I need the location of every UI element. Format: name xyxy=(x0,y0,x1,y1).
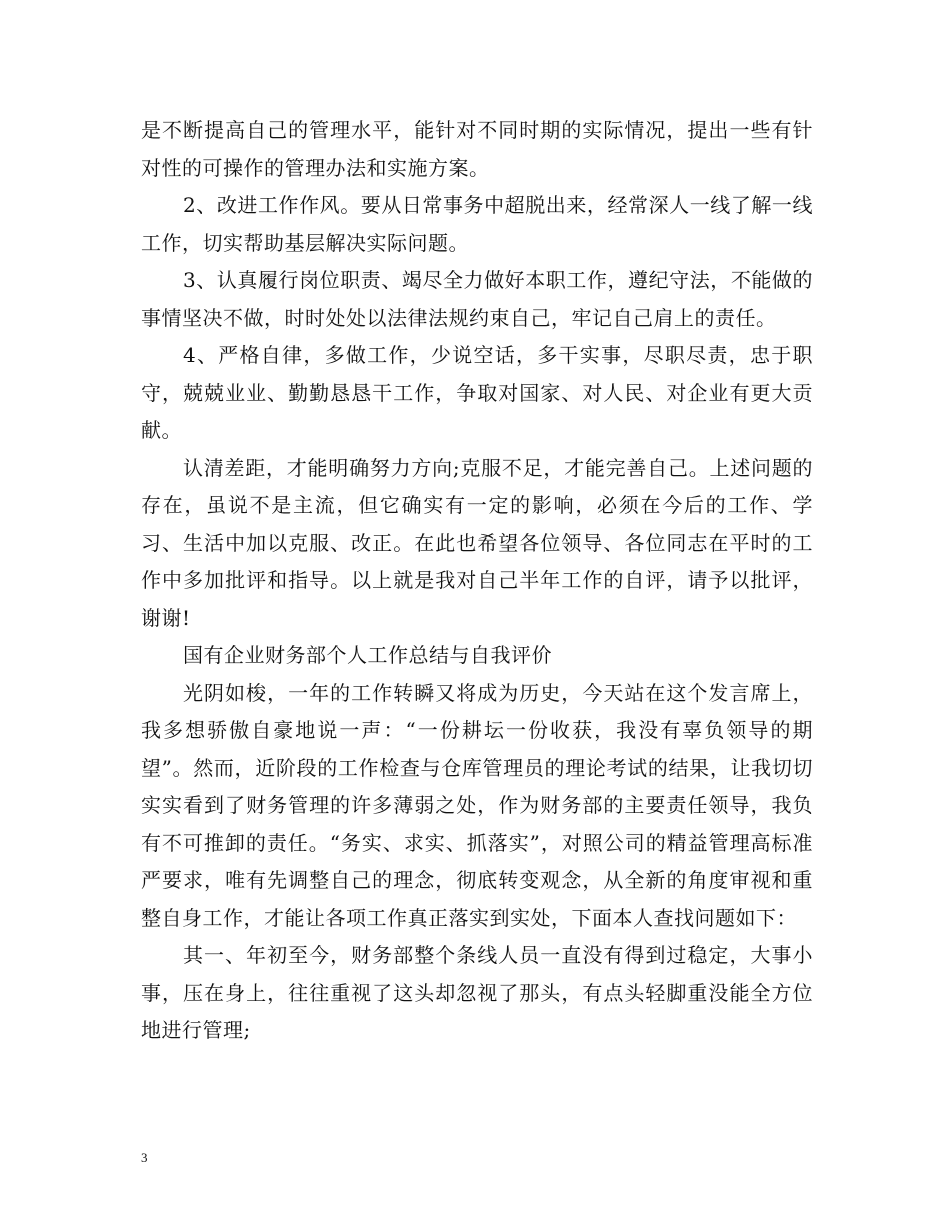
section-title: 国有企业财务部个人工作总结与自我评价 xyxy=(183,643,552,667)
paragraph: 光阴如梭，一年的工作转瞬又将成为历史，今天站在这个发言席上，我多想骄傲自豪地说一声：“一份耕坛一份收获，我没有辜负领导的期望”。然而，近阶段的工作检查与仓库管理员的理论考试的结果，让我切切实实看到了财务管理的许多薄弱之处，作为财务部的主要责任领导，我负有不可推卸的责任。“务实、求实、抓落实”，对照公司的精益管理高标准严要求，唯有先调整自己的理念，彻底转变观念，从全新的角度审视和重整自身工作，才能让各项工作真正落实到实处，下面本人查找问题如下： xyxy=(141,680,813,930)
paragraph: 3、认真履行岗位职责、竭尽全力做好本职工作，遵纪守法，不能做的事情坚决不做，时时处处以法律法规约束自己，牢记自己肩上的责任。 xyxy=(141,268,813,330)
paragraph: 2、改进工作作风。要从日常事务中超脱出来，经常深人一线了解一线工作，切实帮助基层解决实际问题。 xyxy=(141,193,813,255)
page-number: 3 xyxy=(141,1150,148,1165)
paragraph: 其一、年初至今，财务部整个条线人员一直没有得到过稳定，大事小事，压在身上，往往重视了这头却忽视了那头，有点头轻脚重没能全方位地进行管理; xyxy=(141,943,813,1042)
paragraph: 4、严格自律，多做工作，少说空话，多干实事，尽职尽责，忠于职守，兢兢业业、勤勤恳恳干工作，争取对国家、对人民、对企业有更大贡献。 xyxy=(141,343,813,442)
paragraph: 认清差距，才能明确努力方向;克服不足，才能完善自己。上述问题的存在，虽说不是主流，但它确实有一定的影响，必须在今后的工作、学习、生活中加以克服、改正。在此也希望各位领导、各位同志在平时的工作中多加批评和指导。以上就是我对自己半年工作的自评，请予以批评，谢谢! xyxy=(141,455,813,630)
paragraph: 是不断提高自己的管理水平，能针对不同时期的实际情况，提出一些有针对性的可操作的管理办法和实施方案。 xyxy=(141,118,813,180)
document-body xyxy=(141,112,813,1050)
